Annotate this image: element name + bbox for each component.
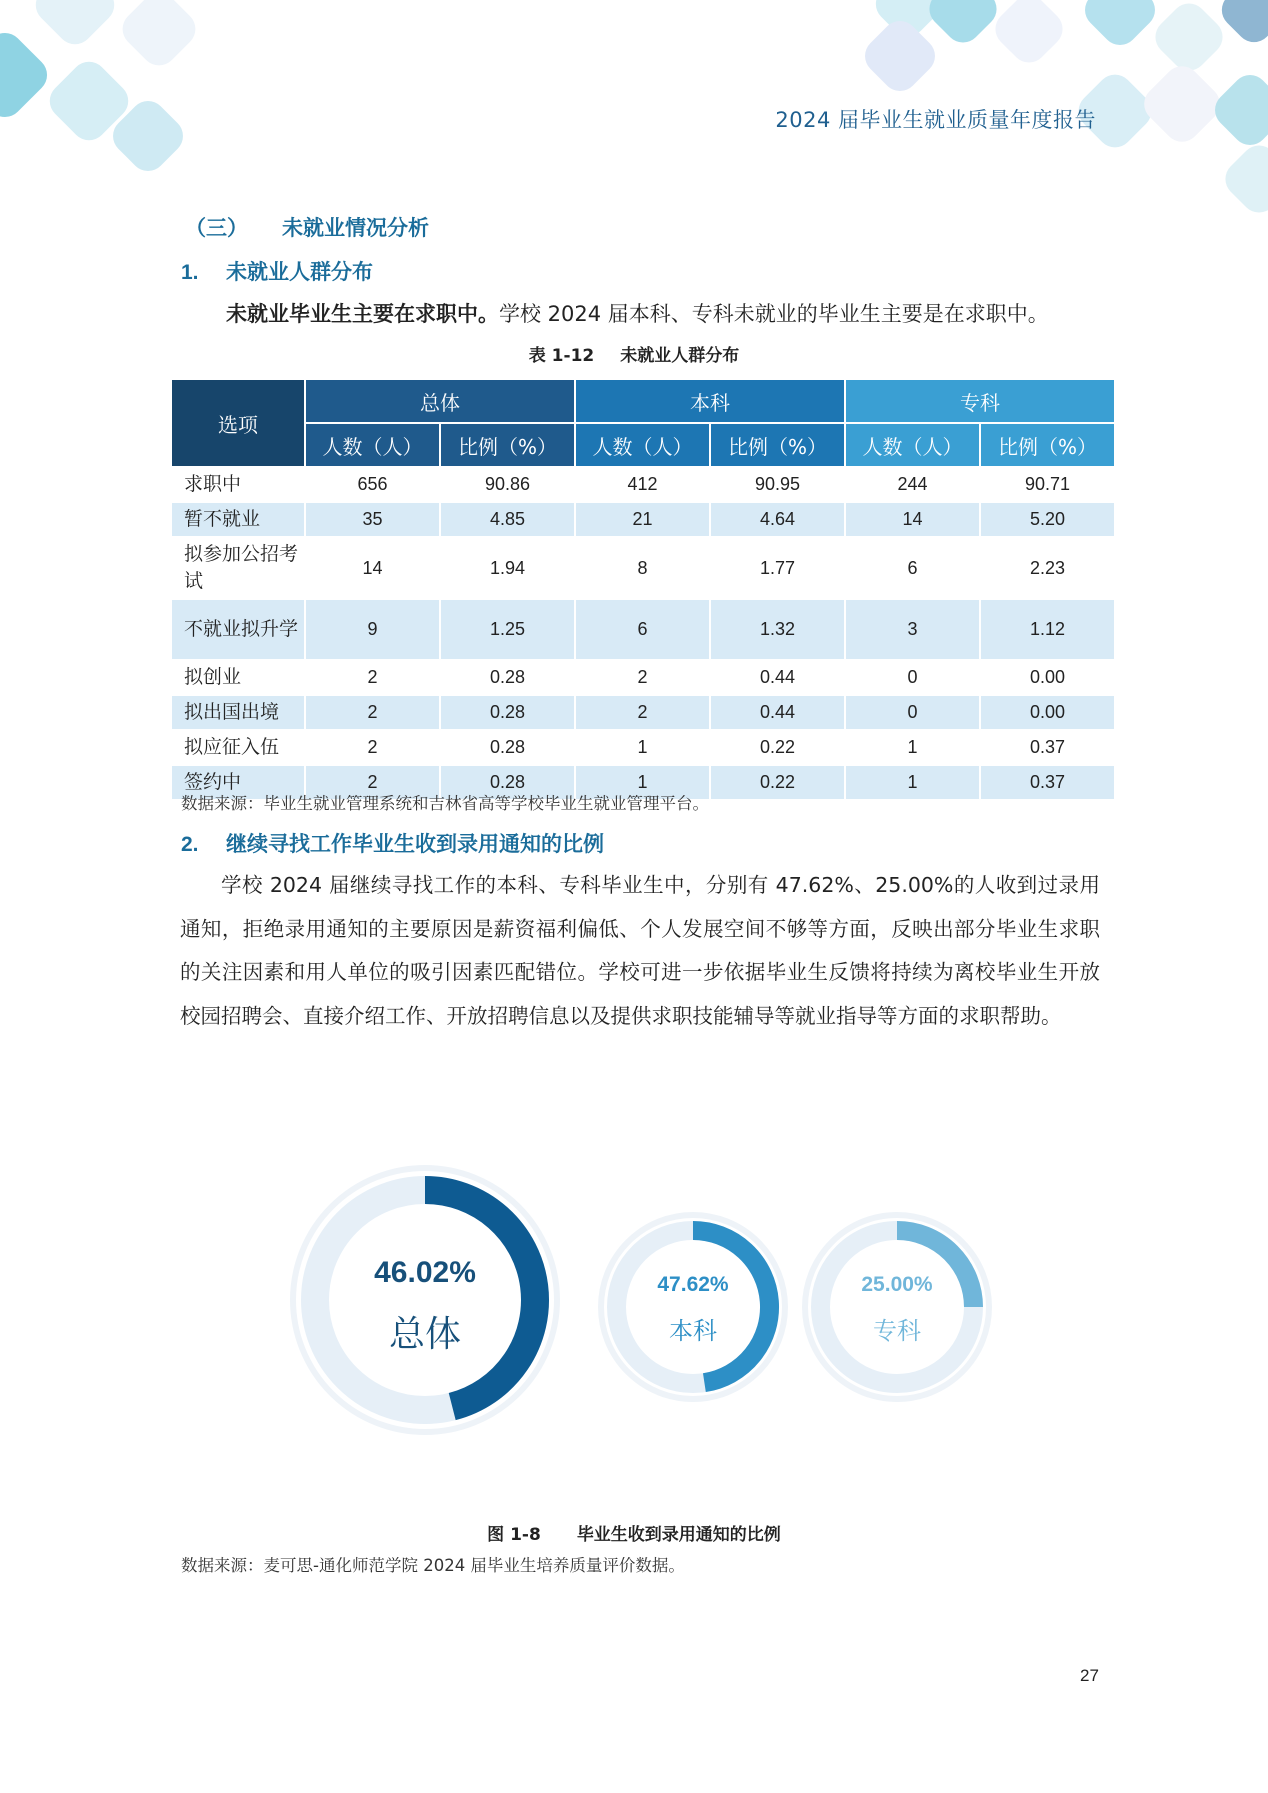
cell: 90.71 (980, 467, 1115, 502)
table-caption (0, 341, 1268, 366)
donut-value-label: 25.00% (861, 1273, 933, 1296)
cell: 90.95 (710, 467, 845, 502)
row-label: 签约中 (171, 765, 305, 800)
cell: 1 (575, 765, 710, 800)
cell: 3 (845, 599, 980, 660)
row-label: 拟出国出境 (171, 695, 305, 730)
table-row (171, 537, 1115, 599)
cell: 0.28 (440, 660, 575, 695)
row-label: 拟参加公招考试 (171, 537, 305, 599)
cell: 0.28 (440, 765, 575, 800)
table-caption-title: 未就业人群分布 (620, 346, 740, 366)
cell: 1 (845, 765, 980, 800)
cell: 0.00 (980, 660, 1115, 695)
table-row (171, 695, 1115, 730)
cell: 6 (845, 537, 980, 599)
donut-outer-ring (293, 1168, 557, 1432)
cell: 1.94 (440, 537, 575, 599)
section-number: （三） (185, 216, 248, 240)
row-label: 不就业拟升学 (171, 599, 305, 660)
subsection-heading-2 (181, 828, 604, 858)
subheader-ratio: 比例（%） (710, 423, 845, 467)
figure-caption-title: 毕业生收到录用通知的比例 (576, 1525, 781, 1545)
donut-chart (0, 1150, 1268, 1480)
cell: 35 (305, 502, 440, 537)
subheader-ratio: 比例（%） (440, 423, 575, 467)
cell: 9 (305, 599, 440, 660)
cell: 412 (575, 467, 710, 502)
cell: 90.86 (440, 467, 575, 502)
section-title: 未就业情况分析 (282, 216, 429, 240)
table-row (171, 660, 1115, 695)
row-label: 求职中 (171, 467, 305, 502)
lead-text: 学校 2024 届本科、专科未就业的毕业生主要是在求职中。 (499, 302, 1049, 326)
cell: 1.77 (710, 537, 845, 599)
body-paragraph: 学校 2024 届继续寻找工作的本科、专科毕业生中，分别有 47.62%、25.00%的人收到过录用通知，拒绝录用通知的主要原因是薪资福利偏低、个人发展空间不够等方面，反映出部分毕业生求职的关注因素和用人单位的吸引因素匹配错位。学校可进一步依据毕业生反馈将持续为离校毕业生开放校园招聘会、直接介绍工作、开放招聘信息以及提供求职技能辅导等就业指导等方面的求职帮助。 (180, 873, 1100, 1028)
cell: 4.64 (710, 502, 845, 537)
row-label: 暂不就业 (171, 502, 305, 537)
cell: 0.37 (980, 730, 1115, 765)
subheader-count: 人数（人） (305, 423, 440, 467)
cell: 6 (575, 599, 710, 660)
cell: 2 (305, 695, 440, 730)
donut-category-label: 总体 (388, 1314, 462, 1355)
donut-value-label: 47.62% (657, 1273, 729, 1296)
cell: 1.32 (710, 599, 845, 660)
table-body (171, 467, 1115, 800)
section-heading (185, 212, 429, 242)
cell: 1 (575, 730, 710, 765)
row-label: 拟应征入伍 (171, 730, 305, 765)
table-caption-number: 表 1-12 (528, 346, 595, 366)
figure-caption-number: 图 1-8 (487, 1525, 541, 1545)
cell: 14 (845, 502, 980, 537)
cell: 2 (305, 765, 440, 800)
cell: 0.28 (440, 695, 575, 730)
cell: 21 (575, 502, 710, 537)
header-title: 2024 届毕业生就业质量年度报告 (775, 108, 1096, 132)
lead-paragraph (226, 298, 1049, 328)
subsection-title: 未就业人群分布 (226, 260, 373, 284)
subsection-number: 1. (181, 261, 199, 284)
lead-bold: 未就业毕业生主要在求职中。 (226, 302, 499, 326)
cell: 2 (575, 660, 710, 695)
cell: 0.22 (710, 765, 845, 800)
header-group-associate: 专科 (845, 379, 1115, 423)
cell: 2.23 (980, 537, 1115, 599)
cell: 0.44 (710, 660, 845, 695)
subsection-heading-1 (181, 256, 373, 286)
cell: 2 (305, 660, 440, 695)
table-source: 数据来源：毕业生就业管理系统和吉林省高等学校毕业生就业管理平台。 (181, 794, 709, 813)
page-number: 27 (1080, 1666, 1099, 1685)
table-row (171, 599, 1115, 660)
cell: 0.22 (710, 730, 845, 765)
cell: 0 (845, 695, 980, 730)
subheader-count: 人数（人） (845, 423, 980, 467)
table-row (171, 502, 1115, 537)
table-row (171, 467, 1115, 502)
cell: 656 (305, 467, 440, 502)
cell: 14 (305, 537, 440, 599)
cell: 0.28 (440, 730, 575, 765)
donut-outer-ring (601, 1215, 785, 1399)
cell: 5.20 (980, 502, 1115, 537)
cell: 1.12 (980, 599, 1115, 660)
cell: 0 (845, 660, 980, 695)
cell: 1 (845, 730, 980, 765)
subsection-title: 继续寻找工作毕业生收到录用通知的比例 (226, 832, 604, 856)
donut-category-label: 专科 (873, 1317, 921, 1345)
subheader-ratio: 比例（%） (980, 423, 1115, 467)
donut-outer-ring (805, 1215, 989, 1399)
cell: 244 (845, 467, 980, 502)
cell: 0.00 (980, 695, 1115, 730)
figure-caption (0, 1520, 1268, 1545)
cell: 0.44 (710, 695, 845, 730)
donut-value-label: 46.02% (374, 1256, 476, 1289)
cell: 4.85 (440, 502, 575, 537)
header-option: 选项 (171, 379, 305, 467)
subsection-number: 2. (181, 833, 199, 856)
cell: 2 (305, 730, 440, 765)
subheader-count: 人数（人） (575, 423, 710, 467)
cell: 8 (575, 537, 710, 599)
header-group-bachelor: 本科 (575, 379, 845, 423)
row-label: 拟创业 (171, 660, 305, 695)
data-table (170, 378, 1116, 801)
cell: 2 (575, 695, 710, 730)
table-row (171, 730, 1115, 765)
cell: 1.25 (440, 599, 575, 660)
header-group-overall: 总体 (305, 379, 575, 423)
cell: 0.37 (980, 765, 1115, 800)
donut-category-label: 本科 (669, 1317, 717, 1345)
figure-source: 数据来源：麦可思-通化师范学院 2024 届毕业生培养质量评价数据。 (181, 1556, 685, 1575)
